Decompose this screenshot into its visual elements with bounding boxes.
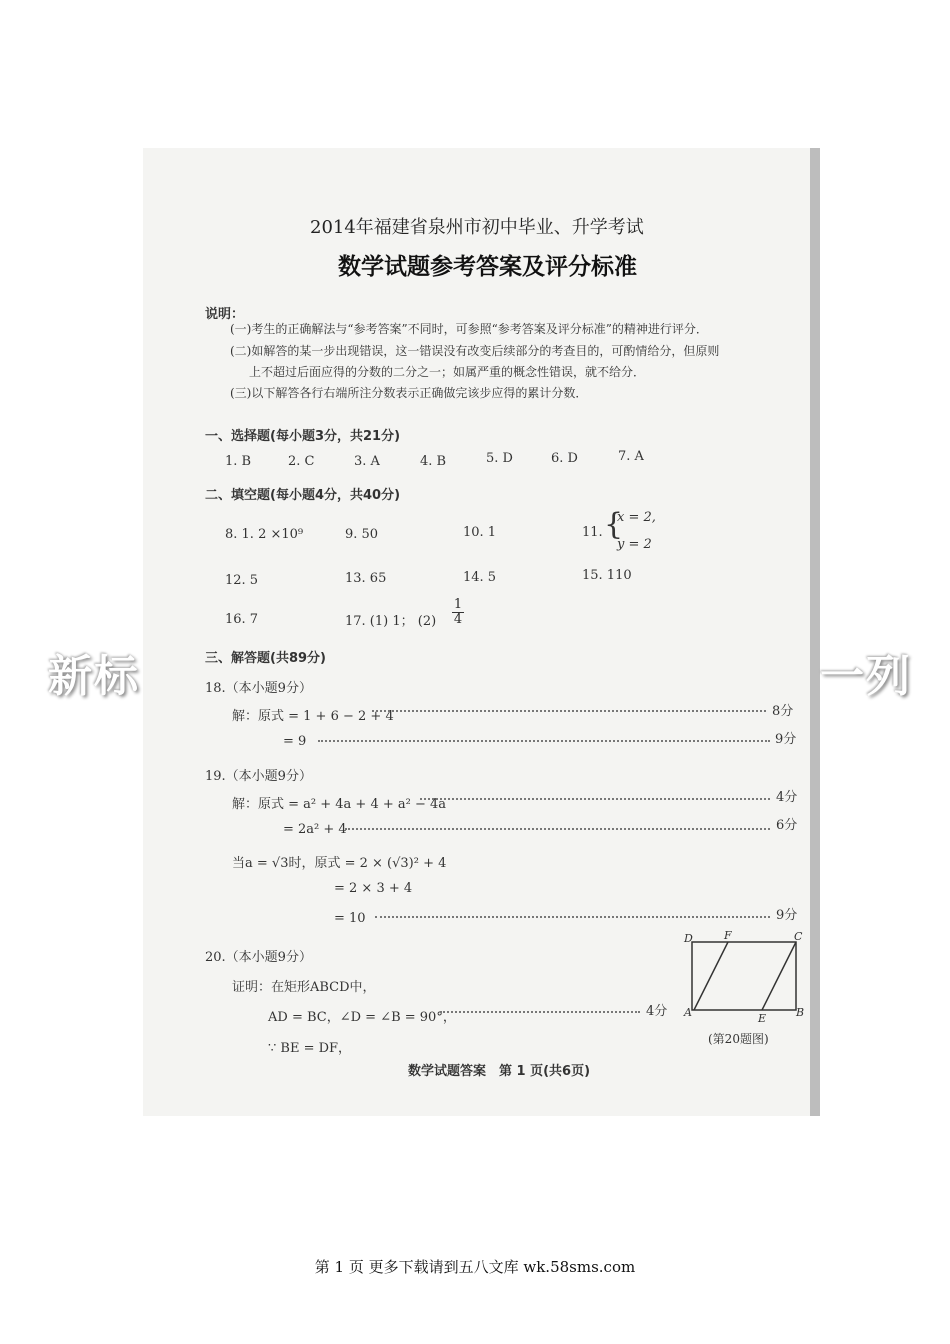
answer-11-label: 11.	[582, 525, 603, 540]
q19-line-3: 当a = √3时，原式 = 2 × (√3)² + 4	[232, 856, 447, 871]
segment-af	[694, 942, 728, 1010]
fraction-numerator: 1	[453, 597, 463, 612]
answer-3: 3. A	[354, 454, 380, 469]
note-1: (一)考生的正确解法与“参考答案”不同时，可参照“参考答案及评分标准”的精神进行评分．	[230, 322, 708, 336]
q19-line-4: = 2 × 3 + 4	[334, 881, 413, 896]
leader-dots	[372, 710, 766, 712]
q20-line-1: 证明：在矩形ABCD中，	[232, 980, 376, 995]
section3-heading: 三、解答题(共89分)	[205, 651, 326, 666]
section2-heading: 二、填空题(每小题4分，共40分)	[205, 488, 401, 503]
q19-score-3: 9分	[776, 908, 798, 923]
q20-line-2: AD = BC，∠D = ∠B = 90°，	[268, 1010, 456, 1025]
answer-11-x: x = 2,	[617, 510, 656, 525]
q19-heading: 19.（本小题9分）	[205, 769, 312, 784]
answer-14: 14. 5	[463, 570, 497, 585]
figure-caption: (第20题图)	[708, 1032, 769, 1046]
answer-9: 9. 50	[345, 527, 379, 542]
note-2: (二)如解答的某一步出现错误，这一错误没有改变后续部分的考查目的，可酌情给分，但原则	[230, 344, 720, 358]
label-b: B	[796, 1006, 805, 1019]
notes-heading: 说明：	[205, 307, 245, 322]
label-e: E	[758, 1012, 767, 1025]
answer-8: 8. 1. 2 ×10⁹	[225, 527, 304, 542]
q20-heading: 20.（本小题9分）	[205, 950, 312, 965]
answer-2: 2. C	[288, 454, 315, 469]
system-brace: {	[604, 507, 624, 542]
rectangle-abcd	[692, 942, 796, 1010]
fraction-denominator: 4	[453, 612, 463, 627]
answer-7: 7. A	[618, 449, 644, 464]
answer-15: 15. 110	[582, 568, 632, 583]
scan-edge-shadow	[810, 148, 820, 1116]
label-f: F	[724, 929, 732, 942]
exam-title: 2014年福建省泉州市初中毕业、升学考试	[310, 217, 644, 238]
watermark-right: 一列	[820, 651, 912, 702]
section1-heading: 一、选择题(每小题3分，共21分)	[205, 429, 401, 444]
label-d: D	[684, 932, 693, 945]
download-footer: 第 1 页 更多下载请到五八文库 wk.58sms.com	[314, 1258, 636, 1276]
q18-line-2: = 9	[283, 734, 307, 749]
answer-5: 5. D	[486, 451, 513, 466]
q20-figure	[680, 928, 810, 1028]
q18-line-1: 解：原式 = 1 + 6 − 2 + 4	[232, 709, 394, 724]
q19-score-2: 6分	[776, 818, 798, 833]
answer-11-y: y = 2	[617, 537, 652, 552]
q18-score-2: 9分	[775, 732, 797, 747]
leader-dots	[345, 828, 770, 830]
watermark-left: 新标	[48, 651, 140, 702]
q18-heading: 18.（本小题9分）	[205, 681, 312, 696]
q20-score-1: 4分	[646, 1004, 668, 1019]
q19-line-5: = 10	[334, 911, 366, 926]
q19-score-1: 4分	[776, 790, 798, 805]
q19-line-1: 解：原式 = a² + 4a + 4 + a² − 4a	[232, 797, 447, 812]
note-4: (三)以下解答各行右端所注分数表示正确做完该步应得的累计分数．	[230, 386, 588, 400]
segment-ec	[762, 942, 796, 1010]
leader-dots	[318, 740, 770, 742]
leader-dots	[375, 916, 770, 918]
answer-12: 12. 5	[225, 573, 259, 588]
answer-13: 13. 65	[345, 571, 387, 586]
leader-dots	[440, 1011, 640, 1013]
label-c: C	[794, 930, 803, 943]
answer-title: 数学试题参考答案及评分标准	[338, 254, 637, 280]
answer-6: 6. D	[551, 451, 578, 466]
answer-1: 1. B	[225, 454, 252, 469]
leader-dots	[420, 798, 770, 800]
page-number: 数学试题答案 第 1 页(共6页)	[408, 1064, 591, 1079]
q19-line-2: = 2a² + 4	[283, 822, 347, 837]
fraction-one-quarter	[452, 598, 464, 627]
note-3: 上不超过后面应得的分数的二分之一；如属严重的概念性错误，就不给分．	[249, 365, 646, 379]
label-a: A	[684, 1006, 692, 1019]
answer-4: 4. B	[420, 454, 447, 469]
answer-10: 10. 1	[463, 525, 497, 540]
answer-16: 16. 7	[225, 612, 259, 627]
q20-line-3: ∵ BE = DF，	[268, 1041, 352, 1056]
q18-score-1: 8分	[772, 704, 794, 719]
answer-17: 17. (1) 1； (2)	[345, 614, 437, 629]
